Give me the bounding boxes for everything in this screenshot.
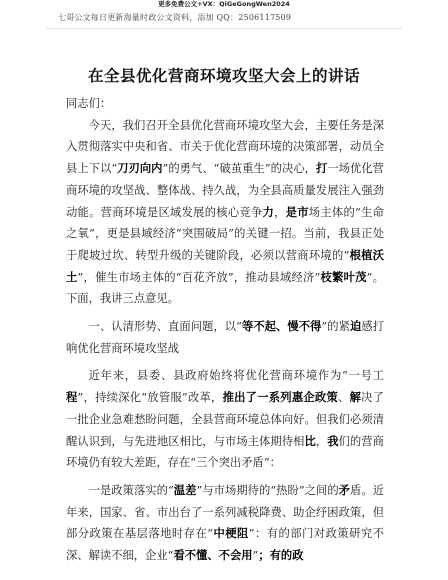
page-header: 七哥公文每日更新海量时政公文资料，添加 QQ：2506117509 — [58, 13, 292, 22]
paragraph-contradiction-1: 一是政策落实的“温差”与市场期待的“热盼”之间的矛盾。近年来，国家、省、市出台了一系列减税降费、助企纾困政策，但部分政策在基层落地时存在“中梗阻”：有的部门对政策研究不深、解读不细，企业“看不懂、不会用”；有的政 — [66, 483, 384, 563]
paragraph-intro: 今天，我们召开全县优化营商环境攻坚大会，主要任务是深入贯彻落实中央和省、市关于优化营商环境的决策部署，动员全县上下以“刀刃向内”的勇气、“破茧重生”的决心，打一场优化营商环境的攻坚战、整体战、持久战，为全县高质量发展注入强劲动能。营商环境是区域发展的核心竞争力，是市场主体的“生命之氧”，更是县域经济“突围破局”的关键一招。当前，我县正处于爬坡过坎、转型升级的关键阶段，必须以营商环境的“根植沃土”，催生市场主体的“百花齐放”，推动县域经济“枝繁叶茂”。下面，我讲三点意见。 — [66, 118, 384, 306]
section-heading-1: 一、认清形势、直面问题，以“等不起、慢不得”的紧迫感打响优化营商环境攻坚战 — [66, 320, 384, 355]
paragraph-situation: 近年来，县委、县政府始终将优化营商环境作为“一号工程”，持续深化“放管服”改革，推出了一系列惠企政策、解决了一批企业急难愁盼问题，全县营商环境总体向好。但我们必须清醒认识到，与先进地区相比，与市场主体期待相比，我们的营商环境仍有较大差距，存在“三个突出矛盾”： — [66, 369, 384, 470]
document-body — [66, 93, 384, 567]
greeting: 同志们： — [66, 97, 112, 110]
document-title: 在全县优化营商环境攻坚大会上的讲话 — [87, 67, 360, 85]
header-divider — [46, 28, 402, 29]
top-banner: 更多免费公文+VX：QiGeGongWen2024 — [158, 0, 290, 8]
